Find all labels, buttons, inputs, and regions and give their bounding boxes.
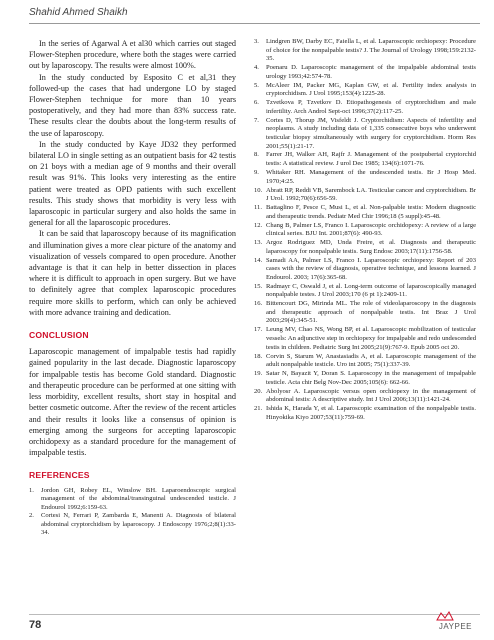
left-column: [29, 38, 236, 538]
body-paragraph: In the series of Agarwal A et al30 which carries out staged Flower-Stephen procedure, where both the stages were carried out by laparoscopy. The results were almost 100%.: [29, 39, 236, 71]
conclusion-text: Laparoscopic management of impalpable testis had rapidly gained popularity in the last decade. Diagnostic laparoscopy for impalpable testis has become Gold standard. Diagnostic and therapeutic procedure can be performed at one sitting with less morbidity, excellent results, short stay in hospital and better cosmetic outcome. After the review of the recent articles and their results it looks like a consensus of opinion is emerging among the surgeons for accepting laparoscopic orchidopexy as a standard procedure for the management of impalpable testis.: [29, 347, 236, 458]
reference-item: 18. Corvin S, Starum W, Anastasiadis A, et al. Laparoscopic management of the adult nonpalpable testicle. Uro int 2005; 75(1):337-39.: [254, 352, 476, 369]
reference-item: 20. Abolyosr A. Laparoscopic versus open orchiopexy in the management of abdominal testis: A descriptive study. Int J Urol 2006;13(11):1421-24.: [254, 387, 476, 404]
body-paragraph: In the study conducted by Esposito C et al,31 they followed-up the cases that had undergone LO by staged Flower-Stephen technique for more than 10 years postoperatively, and they had more than 83% success rate. These results clear the doubts about the long-term results of the use of laparoscopy.: [29, 72, 236, 138]
conclusion-heading: CONCLUSION: [29, 330, 89, 341]
reference-item: 13. Argoz Rodriguez MD, Unda Freire, et al. Diagnosis and therapeutic laparoscopy for nonpalpable testis. Surg Endosc 2003;17(11):1756-58.: [254, 239, 476, 255]
conclusion-section: [29, 330, 236, 458]
body-paragraph: In the study conducted by Kaye JD32 they performed bilateral LO in single setting as an outpatient basis for 42 testis on 21 boys with a median age of 9 months and their overall result was 91%. This looks very interesting as the entire patient were treated as OPD patients with such excellent results. This study shows that morbidity is very less with laparoscopic in particular surgery and also holds the same in general for all the laparoscopic procedures.: [29, 139, 236, 228]
reference-item: 1. Jordon GH, Robey EL, Winslow BH. Laparoendoscopic surgical management of the abdominal/transinguinal undescended testicle. J Endourol 1992;6:159-63.: [29, 486, 236, 511]
body-paragraph: It can be said that laparoscopy because of its magnification and illumination gives a more clear picture of the anatomy and visualization of vessels compared to open procedure. Another advantage is that it can help in better dissection in places where it is difficult to approach in open surgery. But we have to definitely agree that complex laparoscopic procedures require more skills to perform, which can only be achieved with more advance training and dedication.: [29, 229, 236, 317]
reference-item: 11. Battaglino F, Pesce C, Musi L, et al. Non-palpable testis: Modern diagnostic and therapeutic trends. Pediatr Med Chir 1996;18 (5 suppl):45-48.: [254, 204, 476, 220]
reference-item: 19. Satar N, Bayazit Y, Doran S. Laparoscopy in the management of impalpable testicle. Acta chir Belg Nov-Dec 2005;105(6): 662-66.: [254, 370, 476, 386]
reference-item: 10. Abratt RP, Reddi VB, Sarembock LA. Testicular cancer and cryptorchidism. Br J Urol. 1992;70(6):656-59.: [254, 186, 476, 203]
publisher-name: JAYPEE: [438, 622, 472, 631]
running-header-author: Shahid Ahmed Shaikh: [29, 7, 128, 18]
reference-item: 5. McAleer IM, Packer MG, Kaplan GW, et al. Fertility index analysis in cryptorchidism. J Urol 1995;153(4):1225-28.: [254, 81, 476, 98]
reference-item: 7. Cortes D, Thorup JM, Visfeldt J. Cryptorchidism: Aspects of infertility and neoplasms. A study including data of 1,335 consecutive boys who underwent testicular biopsy simultaneously with surgery for cryptorchidism. Horm Res 2001;55(1):21-17.: [254, 116, 476, 150]
reference-item: 12. Chang B, Palmer LS, Franco I. Laparoscopic orchidopexy: A review of a large clinical series. BJU Int. 2001;87(6): 490-93.: [254, 221, 476, 238]
reference-item: 3. Lindgren BW, Darby EC, Faiella L, et al. Laparoscopic orchiopexy: Procedure of choice for the nonpalpable testis? J. The Journal of Urology 1998;159:2132-35.: [254, 38, 476, 63]
header-rule: [29, 23, 480, 24]
reference-item: 15. Radmayr C, Oswald J, et al. Long-term outcome of laparoscopically managed nonpalpable testes. J Urol 2003;170 (6 pt 1):2409-11.: [254, 282, 476, 299]
reference-item: 14. Samadi AA, Palmer LS, Franco I. Laparoscopic orchiopexy: Report of 203 cases with the review of diagnosis, operative technique, and lessons learned. J Endourol. 2003; 17(6):365-68.: [254, 256, 476, 281]
right-column: [254, 38, 476, 423]
reference-item: 17. Leung MV, Chao NS, Wong BP, et al. Laparoscopic mobilization of testicular vessels: An adjunctive step in orchiopexy for impalpable and redo undescended testis in children. Pediatric Surg Int 2005;21(9):767-9. Epub 2005 oct 20.: [254, 326, 476, 351]
references-heading: REFERENCES: [29, 470, 90, 481]
reference-item: 8. Farrer JH, Walker AH, Rajfr J. Management of the postpubertal cryptorchid testis: A statistical review. J urol Dec 1985; 134(6):1071-76.: [254, 151, 476, 168]
reference-list-right: [254, 38, 476, 422]
publisher-logo-icon: [436, 611, 454, 621]
reference-item: 9. Whitaker RH. Management of the undescended testis. Br J Hosp Med. 1970;4:25.: [254, 168, 476, 185]
reference-item: 2. Cortesi N, Ferrari P, Zambarda E, Manenti A. Diagnosis of bilateral abdominal cryptorchidism by laparoscopy. J Endoscopy 1976;2;8(1):33-34.: [29, 512, 236, 537]
page-number: 78: [29, 619, 42, 631]
reference-item: 4. Poenaru D. Laparoscopic management of the impalpable abdominal testis urology 1993;42:574-78.: [254, 64, 476, 80]
reference-item: 16. Bittencourt DG, Mirinda ML. The role of videolaparoscopy in the diagnosis and therapeutic approach of nonpalpable testis. Int Braz J Urol 2003;29(4):345-51.: [254, 300, 476, 325]
reference-list-left: [29, 487, 236, 539]
reference-item: 6. Tzvetkova P, Tzvetkov D. Etiopathogenesis of cryptorchidism and male infertility. Arch Androl Sept-oct 1996;37(2):117-25.: [254, 99, 476, 115]
reference-item: 21. Ishida K, Harada Y, et al. Laparoscopic examination of the nonpalpable testis. Hinyokika Kiyo 2007;53(11):759-69.: [254, 405, 476, 421]
footer-rule: [29, 614, 480, 615]
